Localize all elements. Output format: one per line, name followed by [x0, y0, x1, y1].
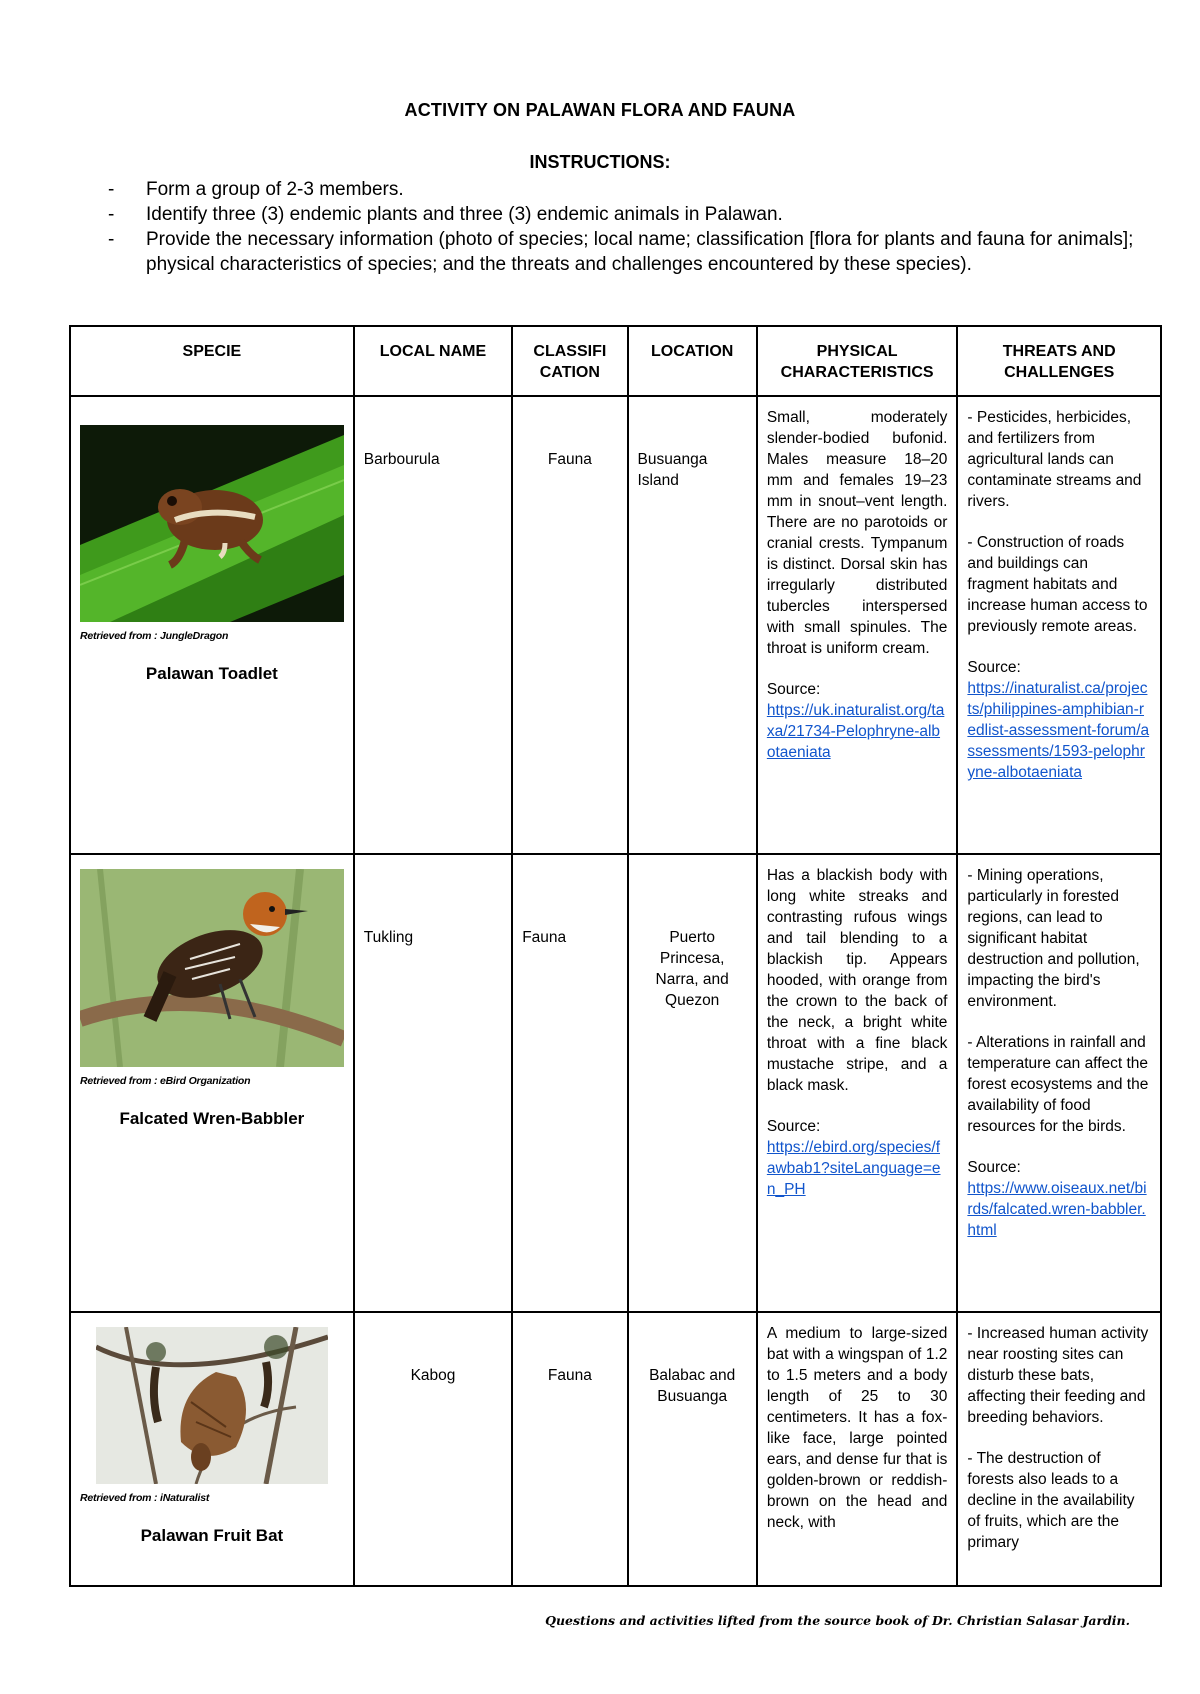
species-name: Palawan Toadlet: [145, 664, 278, 683]
source-label: Source:: [967, 1159, 1021, 1176]
classification-cell: Fauna: [512, 396, 627, 854]
physical-text: A medium to large-sized bat with a wingspan of 1.2 to 1.5 meters and a body length of 25 to 30 centimeters. It has a fox-like face, large pointed ears, and dense fur that is golden-brown or reddish-brown on the head and neck, with: [766, 1325, 948, 1531]
local-name-cell: Tukling: [354, 854, 512, 1312]
source-label: Source:: [967, 659, 1021, 676]
instruction-item: - Form a group of 2-3 members.: [108, 177, 1148, 202]
table-header-row: [70, 326, 1161, 396]
location-cell: Puerto Princesa, Narra, and Quezon: [628, 854, 757, 1312]
specie-cell: [70, 854, 354, 1312]
threat-item: - The destruction of forests also leads to a decline in the availability of fruits, which are the primary: [967, 1450, 1135, 1551]
instruction-item: - Identify three (3) endemic plants and three (3) endemic animals in Palawan.: [108, 202, 1148, 227]
threat-item: - Construction of roads and buildings can fragment habitats and increase human access to previously remote areas.: [967, 534, 1148, 635]
classification-cell: Fauna: [512, 1312, 627, 1586]
header-location: LOCATION: [628, 326, 757, 396]
physical-cell: [757, 854, 958, 1312]
instruction-item: - Provide the necessary information (photo of species; local name; classification [flora for plants and fauna for animals]; physical characteristics of species; and the threats and challenges encountered by these species).: [108, 227, 1148, 277]
page-title: ACTIVITY ON PALAWAN FLORA AND FAUNA: [404, 100, 796, 120]
threat-item: - Increased human activity near roosting sites can disturb these bats, affecting their feeding and breeding behaviors.: [967, 1325, 1149, 1426]
threats-cell: [957, 396, 1161, 854]
header-classification: CLASSIFI CATION: [512, 326, 627, 396]
specie-cell: [70, 396, 354, 854]
photo-credit: Retrieved from : eBird Organization: [80, 1075, 251, 1087]
source-label: Source:: [766, 1118, 821, 1135]
local-name-cell: Barbourula: [354, 396, 512, 854]
table-row: [70, 396, 1161, 854]
wren-babbler-photo: [80, 869, 344, 1067]
instructions-heading: INSTRUCTIONS:: [529, 152, 671, 172]
header-local-name: LOCAL NAME: [354, 326, 512, 396]
footer-note: Questions and activities lifted from the source book of Dr. Christian Salasar Jardin.: [545, 1613, 1130, 1628]
species-name: Palawan Fruit Bat: [140, 1526, 284, 1545]
source-link[interactable]: https://www.oiseaux.net/birds/falcated.wren-babbler.html: [967, 1180, 1147, 1239]
threat-item: - Mining operations, particularly in forested regions, can lead to significant habitat destruction and pollution, impacting the bird's environment.: [967, 867, 1140, 1010]
table-row: [70, 854, 1161, 1312]
threats-cell: [957, 854, 1161, 1312]
species-name: Falcated Wren-Babbler: [119, 1109, 305, 1128]
local-name-cell: Kabog: [354, 1312, 512, 1586]
threat-item: - Alterations in rainfall and temperature can affect the forest ecosystems and the availability of food resources for the birds.: [967, 1034, 1149, 1135]
header-threats: THREATS AND CHALLENGES: [957, 326, 1161, 396]
photo-credit: Retrieved from : JungleDragon: [80, 630, 229, 642]
source-link[interactable]: https://ebird.org/species/fawbab1?siteLanguage=en_PH: [766, 1139, 941, 1198]
location-cell: Balabac and Busuanga: [628, 1312, 757, 1586]
toadlet-photo: [80, 425, 344, 622]
threat-item: - Pesticides, herbicides, and fertilizers from agricultural lands can contaminate streams and rivers.: [967, 409, 1142, 510]
location-cell: Busuanga Island: [628, 396, 757, 854]
physical-cell: [757, 396, 958, 854]
specie-cell: [70, 1312, 354, 1586]
source-label: Source:: [766, 681, 821, 698]
source-link[interactable]: https://uk.inaturalist.org/taxa/21734-Pelophryne-albotaeniata: [766, 702, 945, 761]
source-link[interactable]: https://inaturalist.ca/projects/philippines-amphibian-redlist-assessment-forum/assessments/1593-pelophryne-albotaeniata: [967, 680, 1150, 781]
physical-text: Has a blackish body with long white streaks and contrasting rufous wings and tail blending to a blackish tip. Appears hooded, with orange from the crown to the back of the neck, a bright white throat with a fine black mustache stripe, and a black mask.: [766, 867, 948, 1094]
table-row: [70, 1312, 1161, 1586]
physical-text: Small, moderately slender-bodied bufonid. Males measure 18–20 mm and females 19–23 mm in snout–vent length. There are no parotoids or cranial crests. Tympanum is distinct. Dorsal skin has irregularly distributed tubercles interspersed with small spinules. The throat is uniform cream.: [766, 409, 948, 657]
threats-cell: [957, 1312, 1161, 1586]
header-specie: SPECIE: [70, 326, 354, 396]
instructions-list: [108, 177, 1148, 277]
classification-cell: Fauna: [512, 854, 627, 1312]
photo-credit: Retrieved from : iNaturalist: [80, 1492, 210, 1504]
physical-cell: [757, 1312, 958, 1586]
header-physical-characteristics: PHYSICAL CHARACTERISTICS: [757, 326, 958, 396]
species-table: [69, 325, 1162, 1587]
fruit-bat-photo: [96, 1327, 328, 1484]
